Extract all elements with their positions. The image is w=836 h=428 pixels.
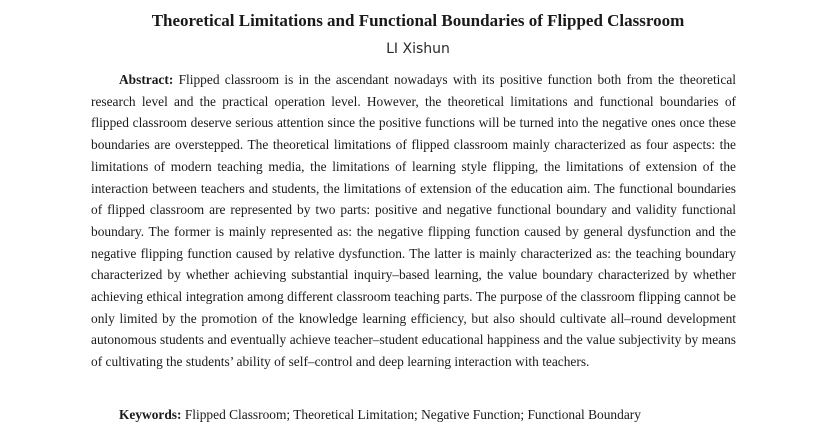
paper-title: Theoretical Limitations and Functional Boundaries of Flipped Classroom — [151, 11, 685, 30]
abstract-label: Abstract: — [119, 72, 174, 87]
keywords-line — [119, 405, 736, 425]
abstract-paragraph — [91, 69, 736, 373]
paper-author: LI Xishun — [386, 41, 450, 57]
keywords-label: Keywords: — [119, 407, 182, 422]
abstract-text: Flipped classroom is in the ascendant nowadays with its positive function both from the theoretical research level and the practical operation level. However, the theoretical limitations and functional boundaries of flipped classroom deserve serious attention since the positive functions will be turned into the negative ones once these boundaries are overstepped. The theoretical limitations of flipped classroom mainly characterized as four aspects: the limitations of modern teaching media, the limitations of learning style flipping, the limitations of extension of the interaction between teachers and students, the limitations of extension of the education aim. The functional boundaries of flipped classroom are represented by two parts: positive and negative functional boundary and validity functional boundary. The former is mainly represented as: the negative flipping function caused by general dysfunction and the negative flipping function caused by relative dysfunction. The latter is mainly characterized as: the teaching boundary characterized by whether achieving substantial inquiry–based learning, the value boundary characterized by whether achieving ethical integration among different classroom teaching parts. The purpose of the classroom flipping cannot be only limited by the promotion of the knowledge learning efficiency, but also should cultivate all–round development autonomous students and eventually achieve teacher–student educational happiness and the value subjectivity by means of cultivating the students’ ability of self–control and deep learning interaction with teachers. — [91, 72, 736, 370]
keywords-text: Flipped Classroom; Theoretical Limitation; Negative Function; Functional Boundary — [184, 407, 641, 422]
